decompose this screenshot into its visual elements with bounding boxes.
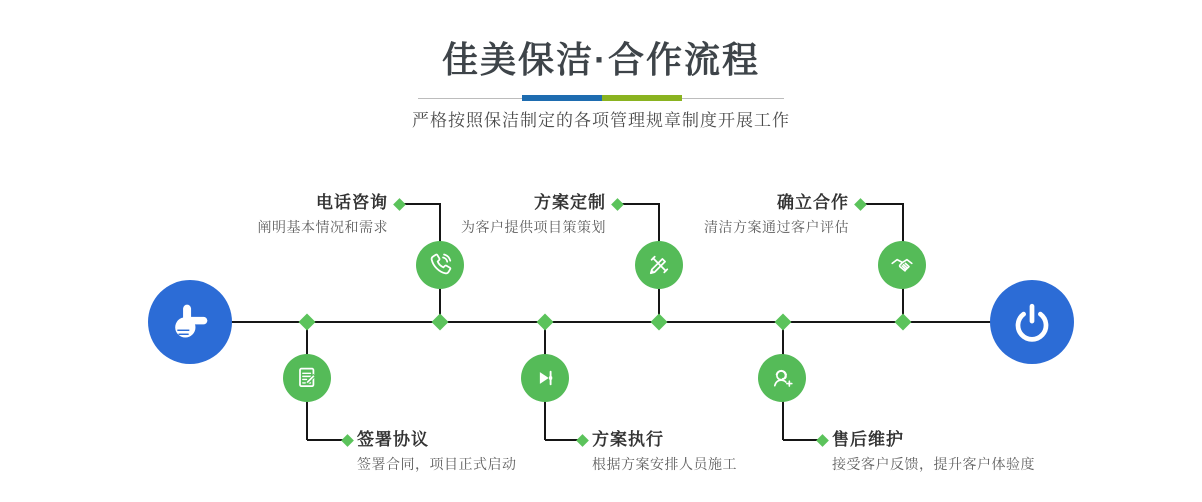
play-slider-icon: [531, 364, 559, 392]
page-title: 佳美保洁·合作流程: [442, 39, 760, 80]
step-desc: 根据方案安排人员施工: [592, 456, 737, 472]
timeline-node-diamond: [775, 314, 792, 331]
step-label-aftersales: [832, 430, 1035, 473]
step-desc: 签署合同，项目正式启动: [357, 456, 517, 472]
step-label-plan-custom: [461, 193, 606, 236]
timeline-node-diamond: [432, 314, 449, 331]
timeline-node-diamond: [651, 314, 668, 331]
step-title: 签署协议: [357, 430, 429, 449]
label-diamond: [393, 198, 406, 211]
step-desc: 清洁方案通过客户评估: [704, 219, 849, 235]
step-icon-cooperation: [878, 241, 926, 289]
label-diamond: [816, 434, 829, 447]
handshake-icon: [888, 251, 916, 279]
step-icon-phone: [416, 241, 464, 289]
step-icon-execute: [521, 354, 569, 402]
timeline-node-diamond: [895, 314, 912, 331]
step-label-phone-consult: [258, 193, 389, 236]
label-diamond: [611, 198, 624, 211]
step-title: 电话咨询: [316, 193, 388, 212]
title-divider-green-segment: [602, 95, 682, 101]
step-icon-contract: [283, 354, 331, 402]
phone-icon: [426, 251, 454, 279]
title-divider-blue-segment: [522, 95, 602, 101]
step-label-establish-coop: [704, 193, 849, 236]
headset-support-icon: [768, 364, 796, 392]
label-diamond: [854, 198, 867, 211]
step-desc: 接受客户反馈，提升客户体验度: [832, 456, 1035, 472]
label-diamond: [341, 434, 354, 447]
page-subtitle: 严格按照保洁制定的各项管理规章制度开展工作: [412, 111, 790, 130]
timeline-start-node: [148, 280, 232, 364]
step-title: 确立合作: [777, 193, 849, 212]
contract-pen-icon: [293, 364, 321, 392]
step-icon-design: [635, 241, 683, 289]
timeline-node-diamond: [537, 314, 554, 331]
power-icon: [1011, 301, 1053, 343]
step-title: 售后维护: [832, 430, 904, 449]
pencil-tool-icon: [645, 251, 673, 279]
step-desc: 阐明基本情况和需求: [257, 219, 388, 235]
timeline-end-node: [990, 280, 1074, 364]
step-icon-aftersales: [758, 354, 806, 402]
timeline-node-diamond: [299, 314, 316, 331]
step-label-plan-execute: [592, 430, 737, 473]
step-label-sign-agreement: [357, 430, 517, 473]
step-desc: 为客户提供项目策策划: [461, 219, 606, 235]
step-title: 方案定制: [534, 193, 606, 212]
step-title: 方案执行: [592, 430, 664, 449]
pointing-hand-icon: [166, 298, 214, 346]
label-diamond: [576, 434, 589, 447]
